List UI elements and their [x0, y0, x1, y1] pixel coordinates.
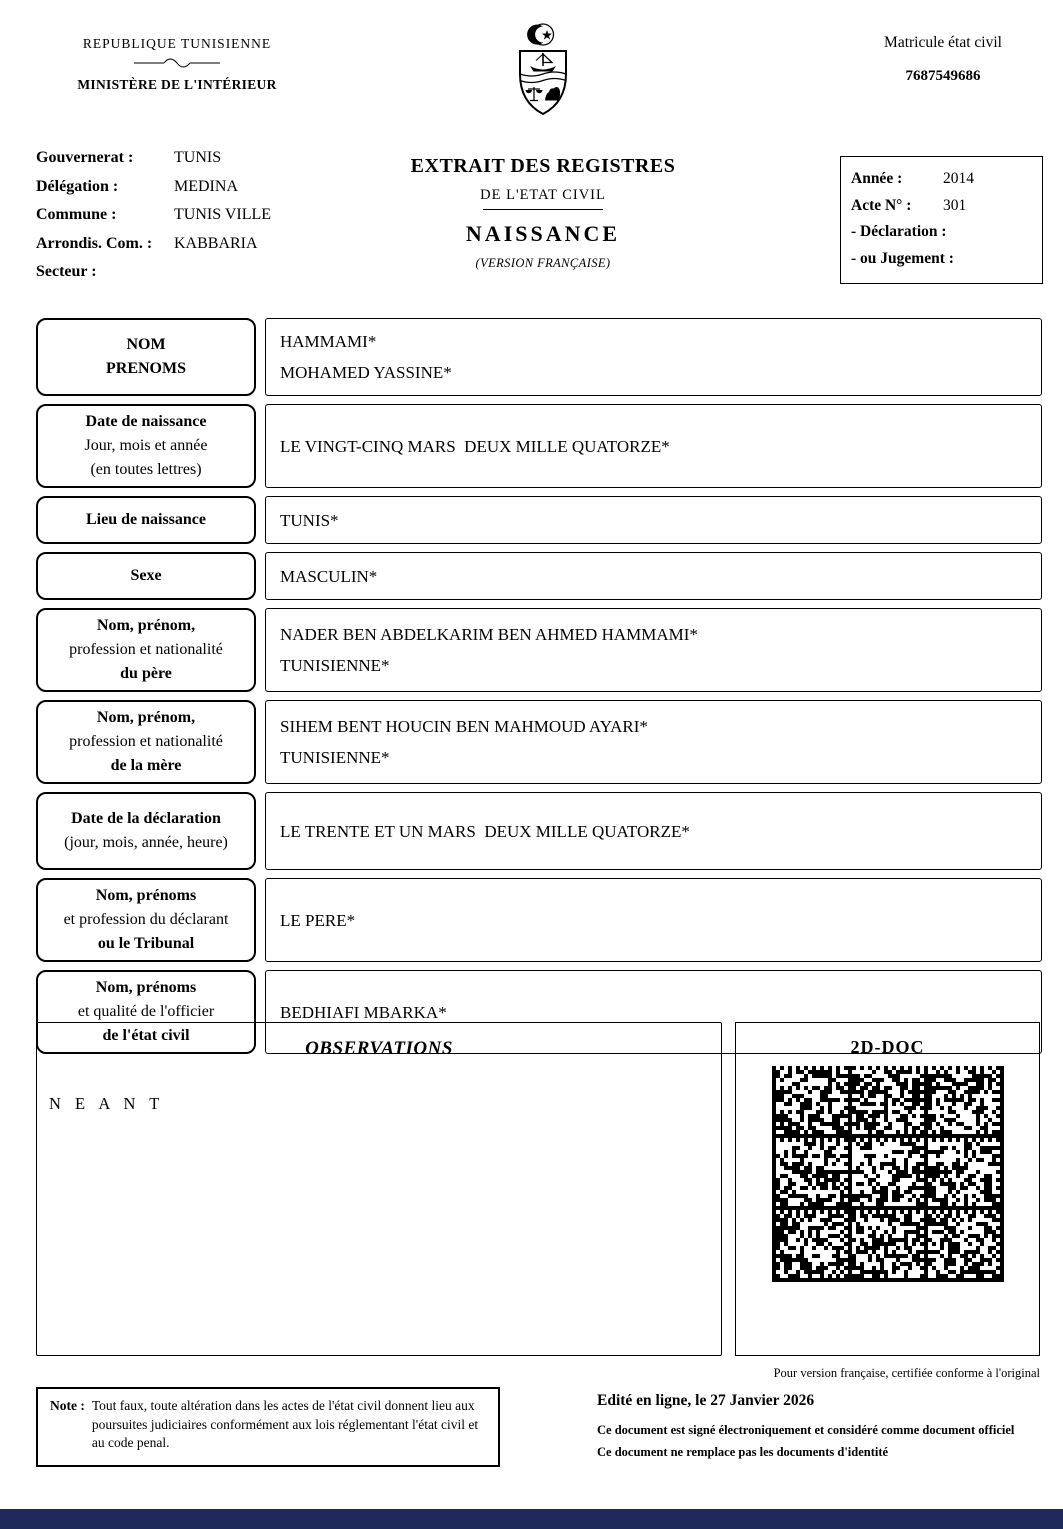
record-label-line: du père: [120, 665, 172, 682]
acte-row-numero: [851, 193, 1032, 220]
record-label-line: et profession du déclarant: [63, 911, 229, 928]
observations-content: N E A N T: [49, 1094, 165, 1113]
record-label-line: profession et nationalité: [69, 641, 223, 658]
record-value-cell: [265, 318, 1042, 396]
record-label-line: Lieu de naissance: [85, 511, 206, 528]
record-label-cell: [36, 700, 256, 784]
region-label: Arrondis. Com. :: [36, 234, 153, 252]
note-text: Tout faux, toute altération dans les actes de l'état civil donnent lieu aux poursuites judiciaires conformément aux lois réglementant l'état civil et au code penal.: [91, 1398, 479, 1450]
acte-numero-label: Acte N° :: [851, 196, 912, 214]
acte-row-annee: [851, 166, 1032, 193]
footer-bar: [0, 1509, 1063, 1529]
acte-row-declaration: [851, 219, 1032, 246]
region-block: [36, 144, 271, 287]
record-value-cell: [265, 700, 1042, 784]
region-label: Secteur :: [36, 263, 97, 280]
record-label-cell: [36, 878, 256, 962]
signed-electronically-line: Ce document est signé électroniquement et considéré comme document officiel: [597, 1423, 1015, 1437]
record-label-line: et qualité de l'officier: [77, 1003, 215, 1020]
record-label-cell: [36, 496, 256, 544]
record-value-cell: [265, 792, 1042, 870]
record-label-line: (jour, mois, année, heure): [64, 834, 228, 851]
region-row: [36, 230, 271, 259]
record-row: [36, 792, 1042, 870]
annee-value: 2014: [943, 170, 974, 187]
record-label-line: Nom, prénoms: [95, 887, 197, 904]
note-box: [36, 1387, 500, 1467]
record-row: [36, 700, 1042, 784]
ministry-title: MINISTÈRE DE L'INTÉRIEUR: [77, 77, 277, 92]
region-row: [36, 258, 271, 287]
record-value-cell: [265, 552, 1042, 600]
region-value: TUNIS VILLE: [174, 206, 272, 223]
record-label-line: profession et nationalité: [69, 733, 223, 750]
record-row: [36, 608, 1042, 692]
title-underline: [483, 209, 603, 210]
matricule-value: 7687549686: [905, 68, 981, 84]
footer-right: [597, 1392, 1047, 1467]
acte-row-jugement: [851, 246, 1032, 273]
record-label-line: Nom, prénom,: [96, 617, 196, 634]
region-value: KABBARIA: [174, 234, 258, 252]
observations-title: OBSERVATIONS: [305, 1038, 453, 1059]
acte-box: [840, 156, 1043, 284]
record-value-cell: [265, 878, 1042, 962]
note-label: Note :: [50, 1398, 85, 1413]
barcode-2d-doc: [772, 1066, 1004, 1282]
record-row: [36, 552, 1042, 600]
coat-of-arms-icon: [511, 22, 575, 125]
title-block: [338, 155, 748, 271]
record-label-line: Nom, prénoms: [95, 979, 197, 996]
region-row: [36, 173, 271, 202]
record-value-line: TUNIS*: [280, 510, 339, 530]
title-naissance: NAISSANCE: [465, 221, 621, 246]
record-value-line: BEDHIAFI MBARKA*: [280, 1002, 447, 1022]
record-row: [36, 318, 1042, 396]
record-row: [36, 878, 1042, 962]
record-label-cell: [36, 318, 256, 396]
record-label-cell: [36, 552, 256, 600]
matricule-block: [852, 34, 1034, 85]
matricule-label: Matricule état civil: [884, 34, 1002, 51]
ornament-divider-icon: [60, 55, 294, 73]
title-etat-civil: DE L'ETAT CIVIL: [480, 187, 606, 203]
record-value-line: TUNISIENNE*: [280, 748, 390, 767]
record-label-cell: [36, 608, 256, 692]
region-label: Gouvernerat :: [36, 149, 134, 166]
record-value-line: MASCULIN*: [280, 566, 378, 586]
record-value-line: SIHEM BENT HOUCIN BEN MAHMOUD AYARI*: [280, 717, 648, 736]
record-value-line: HAMMAMI*: [280, 332, 377, 351]
annee-label: Année :: [851, 170, 903, 187]
record-value-cell: [265, 404, 1042, 488]
record-value-line: TUNISIENNE*: [280, 656, 390, 675]
record-value-line: LE VINGT-CINQ MARS DEUX MILLE QUATORZE*: [280, 436, 670, 456]
record-label-cell: [36, 404, 256, 488]
record-value-line: LE PERE*: [280, 910, 356, 930]
title-extrait: EXTRAIT DES REGISTRES: [410, 155, 676, 177]
records: [36, 318, 1042, 1062]
certify-note: Pour version française, certifiée conforme à l'original: [773, 1366, 1040, 1380]
declaration-label: - Déclaration :: [851, 223, 947, 240]
record-value-line: LE TRENTE ET UN MARS DEUX MILLE QUATORZE*: [280, 821, 690, 841]
record-value-cell: [265, 608, 1042, 692]
record-value-line: NADER BEN ABDELKARIM BEN AHMED HAMMAMI*: [280, 625, 698, 644]
record-row: [36, 404, 1042, 488]
republic-title: REPUBLIQUE TUNISIENNE: [82, 36, 272, 51]
region-row: [36, 144, 271, 173]
region-label: Délégation :: [36, 177, 119, 195]
record-label-line: Nom, prénom,: [96, 709, 196, 726]
record-value-line: MOHAMED YASSINE*: [280, 363, 452, 382]
record-label-line: Date de naissance: [85, 413, 207, 430]
not-identity-document-line: Ce document ne remplace pas les documents d'identité: [597, 1445, 889, 1459]
record-label-line: ou le Tribunal: [97, 935, 195, 952]
barcode-box: [735, 1022, 1040, 1356]
record-label-line: NOM: [126, 336, 166, 353]
record-label-line: de la mère: [110, 757, 182, 774]
record-label-line: Sexe: [130, 567, 162, 584]
edited-online-line: Edité en ligne, le 27 Janvier 2026: [597, 1392, 815, 1409]
record-label-line: PRENOMS: [106, 360, 186, 377]
record-row: [36, 496, 1042, 544]
barcode-label: 2D-DOC: [850, 1037, 925, 1057]
record-label-line: de l'état civil: [102, 1027, 190, 1044]
region-value: TUNIS: [174, 149, 222, 166]
record-label-cell: [36, 792, 256, 870]
acte-numero-value: 301: [943, 196, 967, 214]
jugement-label: - ou Jugement :: [851, 249, 954, 267]
record-label-line: Jour, mois et année: [84, 437, 208, 454]
record-label-line: (en toutes lettres): [90, 461, 202, 478]
header-left: [60, 36, 294, 93]
title-version-francaise: (VERSION FRANÇAISE): [475, 256, 611, 270]
region-row: [36, 201, 271, 230]
record-value-cell: [265, 496, 1042, 544]
observations-box: [36, 1022, 722, 1356]
region-label: Commune :: [36, 206, 117, 223]
region-value: MEDINA: [174, 177, 238, 195]
record-label-line: Date de la déclaration: [71, 810, 221, 827]
